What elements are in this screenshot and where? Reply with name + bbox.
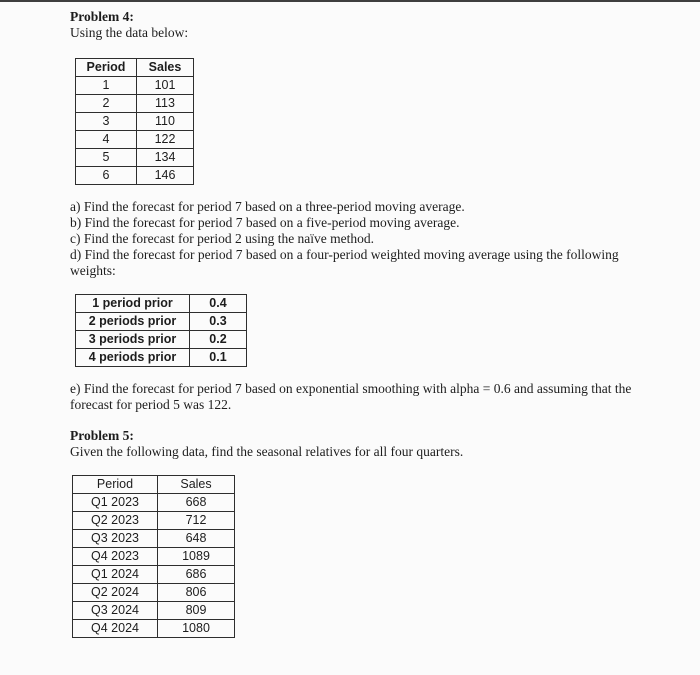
table-row	[76, 149, 194, 167]
table-cell: 2 periods prior	[76, 313, 190, 331]
table-cell: Q2 2024	[73, 584, 158, 602]
table-cell: 4 periods prior	[76, 349, 190, 367]
table-row	[76, 113, 194, 131]
table-cell: 2	[76, 95, 137, 113]
table-row	[76, 349, 247, 367]
column-header-sales: Sales	[137, 59, 194, 77]
table-cell: 0.4	[190, 295, 247, 313]
column-header-period: Period	[73, 476, 158, 494]
problem5-title: Problem 5:	[70, 428, 134, 443]
table-row	[73, 566, 235, 584]
table-cell: 668	[158, 494, 235, 512]
problem4-questions	[70, 199, 662, 279]
table-row	[73, 584, 235, 602]
table-row	[73, 494, 235, 512]
table-cell: 5	[76, 149, 137, 167]
table-cell: 4	[76, 131, 137, 149]
table-cell: 1	[76, 77, 137, 95]
table-cell: Q4 2023	[73, 548, 158, 566]
table-cell: Q1 2024	[73, 566, 158, 584]
table-row	[76, 95, 194, 113]
table-row	[73, 620, 235, 638]
page-top-rule	[0, 0, 700, 2]
table-cell: 648	[158, 530, 235, 548]
table-cell: 1089	[158, 548, 235, 566]
table-cell: 712	[158, 512, 235, 530]
table-row	[76, 295, 247, 313]
table-cell: 1 period prior	[76, 295, 190, 313]
table-cell: Q4 2024	[73, 620, 158, 638]
table-cell: 6	[76, 167, 137, 185]
table-header-row	[76, 59, 194, 77]
question-b: b) Find the forecast for period 7 based on a five-period moving average.	[70, 215, 460, 230]
table-row	[73, 512, 235, 530]
table-cell: Q3 2024	[73, 602, 158, 620]
table-cell: 0.3	[190, 313, 247, 331]
problem4-intro: Using the data below:	[70, 25, 189, 40]
table-cell: Q1 2023	[73, 494, 158, 512]
table-header-row	[73, 476, 235, 494]
table-row	[76, 131, 194, 149]
table-cell: 101	[137, 77, 194, 95]
table-cell: 3	[76, 113, 137, 131]
question-c: c) Find the forecast for period 2 using the naïve method.	[70, 231, 375, 246]
table-cell: 686	[158, 566, 235, 584]
problem4-weights-table	[75, 294, 247, 367]
problem4-sales-table	[75, 58, 194, 185]
table-row	[76, 77, 194, 95]
table-row	[73, 602, 235, 620]
table-cell: 0.2	[190, 331, 247, 349]
table-row	[76, 331, 247, 349]
problem5-sales-table	[72, 475, 235, 638]
problem5-intro: Given the following data, find the seasonal relatives for all four quarters.	[70, 444, 464, 459]
question-e: e) Find the forecast for period 7 based on exponential smoothing with alpha = 0.6 and assuming that the forecast for period 5 was 122.	[70, 381, 632, 412]
table-cell: 110	[137, 113, 194, 131]
problem4-title: Problem 4:	[70, 9, 134, 24]
table-cell: Q2 2023	[73, 512, 158, 530]
table-row	[73, 530, 235, 548]
table-row	[73, 548, 235, 566]
table-cell: 806	[158, 584, 235, 602]
table-cell: 122	[137, 131, 194, 149]
table-row	[76, 313, 247, 331]
column-header-sales: Sales	[158, 476, 235, 494]
table-cell: 113	[137, 95, 194, 113]
question-d: d) Find the forecast for period 7 based on a four-period weighted moving average using the following weights:	[70, 247, 619, 278]
table-cell: Q3 2023	[73, 530, 158, 548]
table-cell: 809	[158, 602, 235, 620]
table-cell: 3 periods prior	[76, 331, 190, 349]
table-cell: 134	[137, 149, 194, 167]
table-cell: 146	[137, 167, 194, 185]
table-cell: 1080	[158, 620, 235, 638]
table-cell: 0.1	[190, 349, 247, 367]
table-row	[76, 167, 194, 185]
column-header-period: Period	[76, 59, 137, 77]
question-a: a) Find the forecast for period 7 based on a three-period moving average.	[70, 199, 465, 214]
